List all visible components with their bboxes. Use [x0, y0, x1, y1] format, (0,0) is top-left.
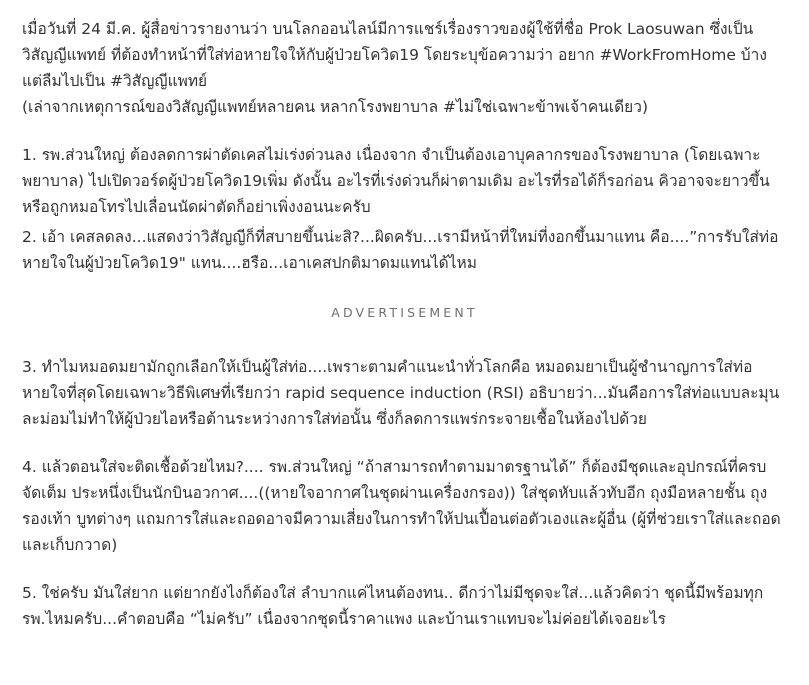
article-paragraph: (เล่าจากเหตุการณ์ของวิสัญญีแพทย์หลายคน หลากโรงพยาบาล #ไม่ใช่เฉพาะข้าพเจ้าคนเดียว) [22, 98, 648, 116]
article-paragraph: 2. เอ้า เคสลดลง...แสดงว่าวิสัญญีก็ที่สบายขึ้นน่ะสิ?...ผิดครับ...เรามีหน้าที่ใหม่ที่งอกขึ้นมาแทน คือ....”การรับใส่ท่อหายใจในผู้ป่วยโควิด19" แทน....ฮรือ...เอาเคสปกติมาดมแทนได้ไหม [22, 228, 779, 272]
article-paragraph: เมื่อวันที่ 24 มี.ค. ผู้สื่อข่าวรายงานว่า บนโลกออนไลน์มีการแชร์เรื่องราวของผู้ใช้ที่ชื่อ Prok Laosuwan ซึ่งเป็นวิสัญญีแพทย์ ที่ต้องทำหน้าที่ใส่ท่อหายใจให้กับผู้ป่วยโควิด19 โดยระบุข้อความว่า อยาก #WorkFromHome บ้าง แต่ลืมไปเป็น #วิสัญญีแพทย์ [22, 20, 772, 90]
advertisement-slot [22, 298, 787, 326]
article-paragraph: 5. ใช่ครับ มันใส่ยาก แต่ยากยังไงก็ต้องใส่ ลำบากแค่ไหนต้องทน.. ดีกว่าไม่มีชุดจะใส่...แล้วคิดว่า ชุดนี้มีพร้อมทุกรพ.ไหมครับ...คำตอบคือ “ไม่ครับ” เนื่องจากชุดนี้ราคาแพง และบ้านเราแทบจะไม่ค่อยได้เจอยะไร [22, 584, 764, 628]
article-paragraph: 4. แล้วตอนใส่จะติดเชื้อด้วยไหม?.... รพ.ส่วนใหญ่ “ถ้าสามารถทำตามมาตรฐานได้” ก็ต้องมีชุดและอุปกรณ์ที่ครบ จัดเต็ม ประหนึ่งเป็นนักบินอวกาศ....((หายใจอากาศในชุดผ่านเครื่องกรอง)) ใส่ชุดหับแล้วทับอีก ถุงมือหลายชั้น ถุงรองเท้า บูทต่างๆ แถมการใส่และถอดอาจมีความเสี่ยงในการทำให้ปนเปื้อนต่อตัวเองและผู้อื่น (ผู้ที่ช่วยเราใส่และถอดและเก็บกวาด) [22, 458, 781, 554]
advertisement-label: ADVERTISEMENT [331, 304, 478, 320]
article-paragraph: 1. รพ.ส่วนใหญ่ ต้องลดการผ่าตัดเคสไม่เร่งด่วนลง เนื่องจาก จำเป็นต้องเอาบุคลากรของโรงพยาบาล (โดยเฉพาะพยาบาล) ไปเปิดวอร์ดผู้ป่วยโควิด19เพิ่ม ดังนั้น อะไรที่เร่งด่วนก็ผ่าตามเดิม อะไรที่รอได้ก็รอก่อน คิวอาจจะยาวขึ้น หรือถูกหมอโทรไปเลื่อนนัดผ่าตัดก็อย่าเพิ่งงอนนะครับ [22, 146, 775, 216]
article-paragraph: 3. ทำไมหมอดมยามักถูกเลือกให้เป็นผู้ใส่ท่อ....เพราะตามคำแนะนำทั่วโลกคือ หมอดมยาเป็นผู้ชำนาญการใส่ท่อหายใจที่สุดโดยเฉพาะวิธีพิเศษที่เรียกว่า rapid sequence induction (RSI) อธิบายว่า...มันคือการใส่ท่อแบบละมุนละม่อมไม่ทำให้ผู้ป่วยไอหรือต้านระหว่างการใส่ท่อนั้น ซึ่งก็ลดการแพร่กระจายเชื้อในห้องไปด้วย [22, 358, 780, 428]
